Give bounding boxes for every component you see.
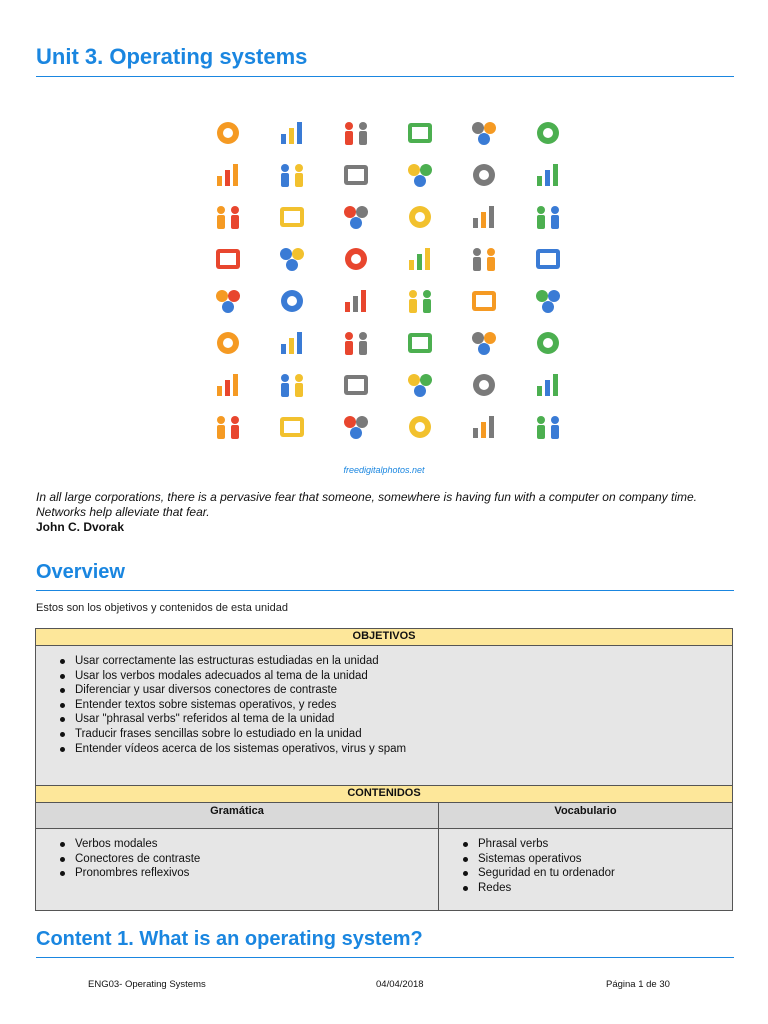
objetivos-list [36,646,732,762]
bar-chart-up-icon [452,238,516,280]
bar-chart-icon [388,112,452,154]
gramatica-list [36,829,438,887]
growth-arrow-icon [324,112,388,154]
magnifier-icon [260,280,324,322]
cart-icon [388,364,452,406]
footer-right: Página 1 de 30 [606,979,670,990]
objetivo-item: Usar correctamente las estructuras estudiadas en la unidad [60,654,732,669]
content1-heading: Content 1. What is an operating system? [36,928,734,958]
rss-icon [452,364,516,406]
flower-circles-icon [516,280,580,322]
footer-left: ENG03- Operating Systems [88,979,206,990]
colored-circles-icon [452,196,516,238]
vocabulario-item: Seguridad en tu ordenador [463,866,732,881]
cart-icon [196,364,260,406]
gramatica-cell [36,829,439,911]
buttons-icon [452,154,516,196]
presenter-icon [196,238,260,280]
briefcase-icon [388,154,452,196]
gears-icon [196,196,260,238]
page-title: Unit 3. Operating systems [36,44,734,77]
vocabulario-cell [439,829,733,911]
couple-icon [196,280,260,322]
objetivo-item: Entender vídeos acerca de los sistemas operativos, virus y spam [60,742,732,757]
objetivo-item: Diferenciar y usar diversos conectores de contraste [60,683,732,698]
books-icon [452,406,516,448]
gramatica-item: Verbos modales [60,837,438,852]
buildings-icon [260,112,324,154]
objectives-table [35,628,733,911]
network-people-icon [516,154,580,196]
vocabulario-list [439,829,732,901]
cart-icon [324,364,388,406]
objetivo-item: Usar "phrasal verbs" referidos al tema de la unidad [60,712,732,727]
network-icon [452,112,516,154]
circles-icon [516,112,580,154]
usb-icon [516,364,580,406]
computer-icon [452,322,516,364]
cards-icon [388,406,452,448]
chat-bubbles-icon [324,154,388,196]
cart-icon [260,364,324,406]
vocabulario-item: Sistemas operativos [463,852,732,867]
tablet-icon [260,196,324,238]
overview-heading: Overview [36,561,734,591]
vocabulario-item: Phrasal verbs [463,837,732,852]
overview-intro: Estos son los objetivos y contenidos de esta unidad [36,602,288,614]
vocabulario-header: Vocabulario [439,803,733,829]
objetivo-item: Entender textos sobre sistemas operativos, y redes [60,698,732,713]
network-hub-icon [324,280,388,322]
footer-center: 04/04/2018 [376,979,424,990]
icon-collage [196,112,580,448]
image-credit: freedigitalphotos.net [343,465,425,475]
handshake-icon [196,406,260,448]
people-icon [260,154,324,196]
objetivo-item: Usar los verbos modales adecuados al tema de la unidad [60,669,732,684]
gramatica-item: Pronombres reflexivos [60,866,438,881]
calculator-icon [388,238,452,280]
vocabulario-item: Redes [463,881,732,896]
gramatica-item: Conectores de contraste [60,852,438,867]
scissors-icon [324,406,388,448]
book-icon [324,322,388,364]
objetivos-cell [36,646,733,786]
home-circle-icon [260,406,324,448]
quote: In all large corporations, there is a pervasive fear that someone, somewhere is having fun with a computer on company time. Networks help alleviate that fear. [36,490,698,519]
notepad-icon [260,238,324,280]
math-signs-icon [388,280,452,322]
crowd-icon [516,196,580,238]
objetivos-header: OBJETIVOS [36,629,733,646]
team-icon [196,322,260,364]
camera-icon [516,238,580,280]
disk-icon [196,154,260,196]
math-board-icon [452,280,516,322]
gramatica-header: Gramática [36,803,439,829]
globe-icon [196,112,260,154]
clock-icon [260,322,324,364]
objetivo-item: Traducir frases sencillas sobre lo estudiado en la unidad [60,727,732,742]
mouse-icon [516,406,580,448]
gear-icon [324,196,388,238]
contenidos-header: CONTENIDOS [36,786,733,803]
printer-icon [516,322,580,364]
family-icon [324,238,388,280]
quote-author: John C. Dvorak [36,520,125,534]
open-book-icon [388,322,452,364]
music-icon [388,196,452,238]
